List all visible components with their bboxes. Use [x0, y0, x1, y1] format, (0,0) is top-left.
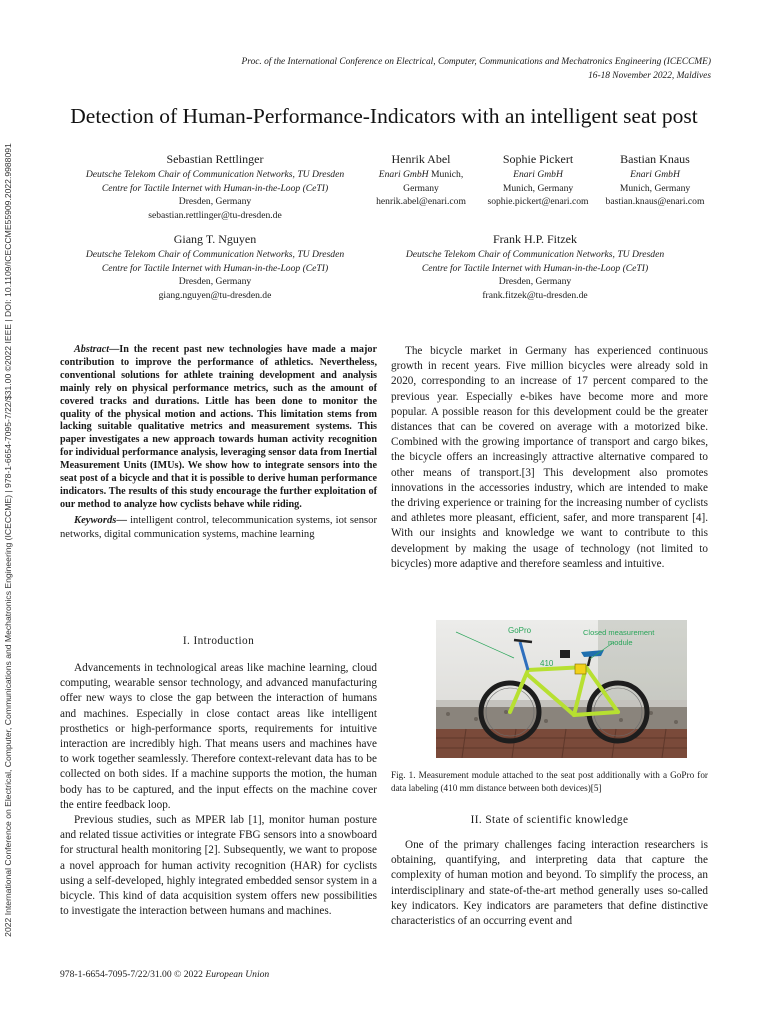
paragraph: One of the primary challenges facing interaction researchers is obtaining, quantifying, and interpreting data that capture the complexity of human motion and beyond. To simplify the process, an interdisciplinary and state-of-the-art method generally uses so-called key indicators. Key indicators are parameters that define distinctive characteristics of an occurring event and [391, 839, 708, 928]
paragraph: Previous studies, such as MPER lab [1], monitor human posture and related tissue activities or integrate FBG sensors into a snowboard for structural health monitoring [2]. Subsequently, we want to propose a novel approach for human activity recognition (HAR) for cyclists using a self-developed, highly integrated embedded sensor system in a bicycle. This kind of data acquisition system offers new possibilities to investigate the interaction between humans and machines. [60, 814, 377, 918]
introduction-body [60, 661, 377, 919]
abstract: Abstract—In the recent past new technologies have made a major contribution to improve the performance of athletics. Nevertheless, conventional solutions for athlete training development and analysis mainly rely on physical performance metrics, such as the amount of covered tracks and durations. Little has been done to monitor the quality of the physical motion and actions. This limitation stems from lacking suitable qualitative metrics and measurement systems. This paper investigates a new approach towards human activity recognition for individual performance analysis, leveraging sensor data from Inertial Measurement Units (IMUs). We show how to integrate sensors into the seat post of a bicycle and that it is possible to derive human performance indicators. The results of this study encourage the further exploitation of our method to analyze how cyclists behave while riding. [60, 344, 377, 510]
author-name: Sebastian Rettlinger [166, 152, 264, 166]
state-body [391, 838, 708, 929]
author-location: Germany [403, 182, 439, 194]
author-affiliation: Deutsche Telekom Chair of Communication Networks, TU Dresden [405, 249, 665, 260]
author-affiliation: Enari GmbH [630, 169, 680, 180]
bicycle-image [436, 620, 687, 758]
keywords-text: intelligent control, telecommunication systems, iot sensor networks, digital communication systems, machine learning [60, 514, 377, 540]
author-affiliation: Enari GmbH Munich, [378, 169, 464, 180]
author-block-nguyen [60, 231, 370, 302]
conference-line: Proc. of the International Conference on Electrical, Computer, Communications and Mechatronics Engineering (ICECCME) [241, 57, 711, 67]
conference-date: 16-18 November 2022, Maldives [588, 71, 711, 81]
author-affiliation: Deutsche Telekom Chair of Communication Networks, TU Dresden [85, 169, 345, 180]
section-heading-introduction: I. Introduction [182, 635, 255, 647]
right-column [391, 344, 708, 572]
page-footer [60, 969, 269, 980]
bicycle-photo [436, 620, 687, 758]
author-email: frank.fitzek@tu-dresden.de [482, 289, 588, 301]
author-email: sophie.pickert@enari.com [487, 196, 589, 207]
section-heading-state: II. State of scientific knowledge [470, 814, 629, 826]
paragraph: Advancements in technological areas like machine learning, cloud computing, wearable sensor technology, and advanced manufacturing offer new ways to close the gap between the interaction of humans and machines. Especially in close contact areas like intelligent prosthetics or high-performance sports, requirements for intuitive interaction are incredibly high. That means users and machines have to work together seamlessly. Therefore context-relevant data has to be collected on both sides. If a machine supports the motion, the human body has to be captured, and the input effects on the machine cover the entire feedback loop. [60, 662, 377, 811]
author-name: Frank H.P. Fitzek [493, 232, 577, 246]
keywords: Keywords— intelligent control, telecommunication systems, iot sensor networks, digital communication systems, machine learning [60, 514, 377, 540]
copyright-stamp: 2022 International Conference on Electrical, Computer, Communications and Mechatronics Engineering (ICECCME) | 978-1-6654-7095-7/22/$31.00 ©2022 IEEE | DOI: 10.1109/ICECCME55909.2022.9988091 [3, 143, 13, 937]
abstract-label: Abstract [74, 344, 110, 355]
paper-title: Detection of Human-Performance-Indicators with an intelligent seat post [70, 104, 698, 128]
label-module: Closed measurement [583, 628, 655, 637]
author-block-abel [367, 151, 475, 209]
author-name: Sophie Pickert [502, 152, 574, 166]
author-affiliation: Centre for Tactile Internet with Human-in-the-Loop (CeTI) [101, 262, 329, 274]
author-email: henrik.abel@enari.com [376, 196, 466, 207]
left-column [60, 344, 377, 542]
author-location: Dresden, Germany [178, 276, 252, 287]
author-email: bastian.knaus@enari.com [605, 196, 705, 207]
author-block-rettlinger [60, 151, 370, 222]
author-location: Munich, Germany [619, 182, 691, 194]
author-block-knaus [598, 151, 712, 209]
footer-isbn: 978-1-6654-7095-7/22/31.00 © 2022 [60, 969, 203, 980]
label-module: module [608, 638, 633, 647]
author-location: Dresden, Germany [498, 276, 572, 287]
paragraph: The bicycle market in Germany has experienced continuous growth in recent years. Five million bicycles were already sold in 2020, corresponding to an increase of 17 percent compared to the previous year. Especially e-bikes have become more and more popular. A possible reason for this development could be the greater distances that can be covered on average with a motorized bike. Combined with the growing importance of transport and cargo bikes, the bicycle offers an increasingly attractive alternative compared to other means of transport.[3] This development also promotes innovations in the accessories industry, which are intended to make the driving experience or training for the increasing number of cyclists and athletes more pleasant, efficient, safer, and more transparent [4]. With our insights and knowledge we want to contribute to this development by making the usage of technology (not limited to bicycles) more adaptive and therefore seamless and intuitive. [391, 345, 708, 570]
author-block-fitzek [375, 231, 695, 302]
author-affiliation: Enari GmbH [513, 169, 563, 180]
label-distance: 410 [540, 659, 554, 668]
author-name: Bastian Knaus [620, 152, 690, 166]
footer-eu: European Union [205, 969, 270, 980]
author-location: Dresden, Germany [178, 196, 252, 207]
author-affiliation: Centre for Tactile Internet with Human-in-the-Loop (CeTI) [421, 262, 649, 274]
author-name: Giang T. Nguyen [173, 232, 257, 246]
author-location: Munich, Germany [502, 182, 574, 194]
author-affiliation: Centre for Tactile Internet with Human-in-the-Loop (CeTI) [101, 182, 329, 194]
author-email: giang.nguyen@tu-dresden.de [158, 289, 272, 301]
author-affiliation: Deutsche Telekom Chair of Communication Networks, TU Dresden [85, 249, 345, 260]
author-email: sebastian.rettlinger@tu-dresden.de [148, 209, 282, 221]
abstract-text: In the recent past new technologies have made a major contribution to improve the performance of athletics. Nevertheless, conventional solutions for athlete training development and analysis mainly rely on physical performance metrics, such as the amount of covered tracks and durations. Little has been done to monitor the quality of the physical motion and actions. This limitation stems from lacking suitable qualitative metrics and measurement systems. This paper investigates a new approach towards human activity recognition for individual performance analysis, leveraging sensor data from Inertial Measurement Units (IMUs). We show how to integrate sensors into the seat post of a bicycle and that it is possible to derive human performance indicators. The results of this study encourage the further exploitation of our method to analyze how cyclists behave while riding. [60, 344, 377, 510]
author-name: Henrik Abel [391, 152, 451, 166]
figure-caption: Fig. 1. Measurement module attached to the seat post additionally with a GoPro for data labeling (410 mm distance between both devices)[5] [391, 770, 708, 793]
author-block-pickert [476, 151, 600, 209]
label-gopro: GoPro [508, 626, 532, 635]
keywords-label: Keywords [74, 514, 117, 526]
